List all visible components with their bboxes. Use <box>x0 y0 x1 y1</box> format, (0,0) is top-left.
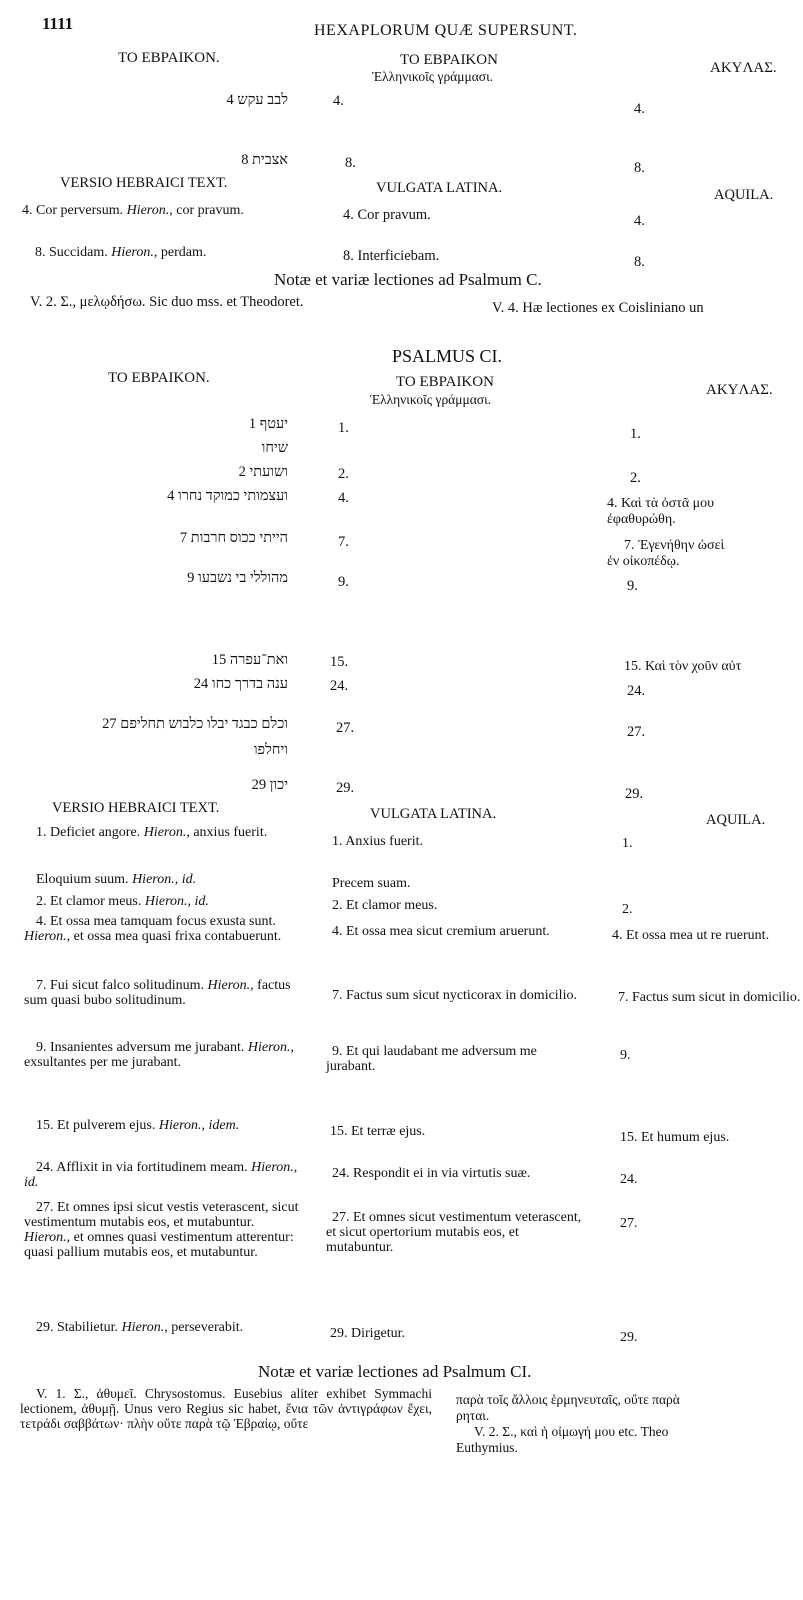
latin-header-vulgate: VULGATA LATINA. <box>370 806 497 822</box>
col-header-aquila: AKYΛAΣ. <box>710 60 777 76</box>
latin-hebrew-text: 15. Et pulverem ejus. Hieron., idem. <box>36 1118 240 1133</box>
hebrew-verse: וכלם כבגד יבלו כלבוש תחליפם 27 <box>102 716 288 732</box>
vulgate-text: 7. Factus sum sicut nycticorax in domicilio. <box>332 988 577 1003</box>
hebrew-verse-cont: ויחלפו <box>253 742 288 758</box>
latin-hebrew-text: 9. Insanientes adversum me jurabant. Hieron., exsultantes per me jurabant. <box>24 1040 295 1070</box>
aquila-verse-cont: ἐφαθυρώθη. <box>607 512 676 527</box>
note-right: παρὰ τοῖς ἄλλοις ἑρμηνευταῖς, οὔτε παρὰ <box>456 1392 680 1407</box>
aquila-verse: 1. <box>630 426 641 442</box>
notes-title: Notæ et variæ lectiones ad Psalmum C. <box>274 270 542 289</box>
translit-verse: 27. <box>336 720 355 736</box>
note-left: V. 1. Σ., ἀθυμεῖ. Chrysostomus. Eusebius aliter exhibet Symmachi lectionem, ἀθυμῇ. Unus vero Regius sic habet, ἔνια τῶν ἀντιγράφων ἔχει, τετράδι σαββάτων· πλὴν οὔτε παρὰ τῷ Ἑβραίῳ, οὔτε <box>20 1386 432 1431</box>
translit-verse: 24. <box>330 678 349 694</box>
col-header-translit-sub: Ἑλληνικοῖς γράμμασι. <box>372 69 494 84</box>
translit-verse: 9. <box>338 574 349 590</box>
latin-hebrew-text: 8. Succidam. Hieron., perdam. <box>35 245 207 260</box>
latin-header-hebrew: VERSIO HEBRAICI TEXT. <box>60 175 228 191</box>
translit-verse: 2. <box>338 466 349 482</box>
col-header-translit-sub: Ἑλληνικοῖς γράμμασι. <box>370 392 492 407</box>
vulgate-text: 4. Et ossa mea sicut cremium aruerunt. <box>332 924 550 939</box>
hebrew-verse: מהוללי בי נשבעו 9 <box>187 570 288 586</box>
hebrew-verse: יכון 29 <box>251 777 288 793</box>
vulgate-text: 9. Et qui laudabant me adversum me jurabant. <box>326 1044 537 1074</box>
col-header-hebrew: TO EBPAIKON. <box>108 370 210 386</box>
latin-hebrew-text: 2. Et clamor meus. Hieron., id. <box>36 894 209 909</box>
latin-header-aquila: AQUILA. <box>714 187 774 203</box>
latin-hebrew-text: 29. Stabilietur. Hieron., perseverabit. <box>36 1320 244 1335</box>
aquila-text: 7. Factus sum sicut in domicilio. <box>618 990 801 1005</box>
vulgate-text: 29. Dirigetur. <box>330 1326 406 1341</box>
notes-title: Notæ et variæ lectiones ad Psalmum CI. <box>258 1362 532 1381</box>
latin-hebrew-text: 1. Deficiet angore. Hieron., anxius fuerit. <box>36 825 268 840</box>
aquila-text: 8. <box>634 254 645 270</box>
aquila-verse: 7. Ἐγενήθην ὡσεὶ <box>624 538 725 553</box>
hebrew-verse: ושועתי 2 <box>238 464 288 480</box>
latin-hebrew-text: 4. Cor perversum. Hieron., cor pravum. <box>22 203 244 218</box>
vulgate-text: 15. Et terræ ejus. <box>330 1124 426 1139</box>
translit-verse: 29. <box>336 780 355 796</box>
aquila-verse: 27. <box>627 724 646 740</box>
latin-header-aquila: AQUILA. <box>706 812 766 828</box>
aquila-text: 2. <box>622 902 633 917</box>
aquila-verse: 8. <box>634 160 645 176</box>
aquila-verse: 15. Καὶ τὸν χοῦν αὐτ <box>624 659 742 674</box>
translit-verse: 15. <box>330 654 349 670</box>
vulgate-text: 27. Et omnes sicut vestimentum veterascent, et sicut opertorium mutabis eos, et mutabuntur. <box>326 1210 582 1255</box>
aquila-verse: 2. <box>630 470 641 486</box>
aquila-text: 4. Et ossa mea ut re ruerunt. <box>612 928 770 943</box>
col-header-aquila: AKYΛAΣ. <box>706 382 773 398</box>
note-right: ρηται. <box>456 1408 490 1423</box>
vulgate-text: Precem suam. <box>332 876 411 891</box>
hebrew-verse: אצבית 8 <box>241 152 288 168</box>
translit-verse: 1. <box>338 420 349 436</box>
vulgate-text: 4. Cor pravum. <box>343 207 431 223</box>
aquila-verse: 4. Καὶ τὰ ὀστᾶ μου <box>607 496 715 511</box>
latin-header-vulgate: VULGATA LATINA. <box>376 180 503 196</box>
hebrew-verse: ועצמותי כמוקד נחרו 4 <box>167 488 288 504</box>
aquila-text: 27. <box>620 1216 638 1231</box>
aquila-verse: 29. <box>625 786 644 802</box>
aquila-text: 1. <box>622 836 633 851</box>
col-header-translit: TO EBPAIKON <box>396 374 494 390</box>
latin-hebrew-text: 24. Afflixit in via fortitudinem meam. Hieron., id. <box>24 1160 298 1190</box>
latin-header-hebrew: VERSIO HEBRAICI TEXT. <box>52 800 220 816</box>
vulgate-text: 24. Respondit ei in via virtutis suæ. <box>332 1166 531 1181</box>
hebrew-verse: יעטף 1 <box>248 416 288 432</box>
vulgate-text: 8. Interficiebam. <box>343 248 440 264</box>
translit-verse: 4. <box>338 490 349 506</box>
vulgate-text: 2. Et clamor meus. <box>332 898 438 913</box>
note-right: V. 2. Σ., καὶ ἡ οἰμωγή μου etc. Theo <box>474 1424 669 1439</box>
translit-verse: 7. <box>338 534 349 550</box>
note-right: V. 4. Hæ lectiones ex Coisliniano un <box>492 300 704 316</box>
hebrew-verse: הייתי ככוס חרבות 7 <box>179 530 288 546</box>
col-header-translit: TO EBPAIKON <box>400 52 498 68</box>
psalm-title: PSALMUS CI. <box>392 346 503 366</box>
latin-hebrew-text: 27. Et omnes ipsi sicut vestis veterascent, sicut vestimentum mutabis eos, et mutabuntur. Hieron., et omnes quasi vestimentum atterentur: quasi pallium mutabis eos, et mutabuntur. <box>24 1200 299 1260</box>
translit-verse: 4. <box>333 93 344 109</box>
aquila-verse: 4. <box>634 101 645 117</box>
aquila-text: 9. <box>620 1048 631 1063</box>
note-left: V. 2. Σ., μελῳδήσω. Sic duo mss. et Theodoret. <box>30 294 304 310</box>
hebrew-verse: ואת־עפרה 15 <box>211 652 288 668</box>
aquila-verse: 24. <box>627 683 646 699</box>
latin-hebrew-text: Eloquium suum. Hieron., id. <box>36 872 197 887</box>
running-title: HEXAPLORUM QUÆ SUPERSUNT. <box>314 22 578 39</box>
note-right: Euthymius. <box>456 1440 518 1455</box>
aquila-text: 4. <box>634 213 645 229</box>
latin-hebrew-text: 7. Fui sicut falco solitudinum. Hieron., factus sum quasi bubo solitudinum. <box>24 978 291 1008</box>
latin-hebrew-text: 4. Et ossa mea tamquam focus exusta sunt. Hieron., et ossa mea quasi frixa contabuerunt. <box>24 914 282 944</box>
col-header-hebrew: TO EBPAIKON. <box>118 50 220 66</box>
aquila-text: 29. <box>620 1330 638 1345</box>
aquila-text: 24. <box>620 1172 638 1187</box>
hebrew-verse: לבב עקש 4 <box>226 92 288 108</box>
aquila-text: 15. Et humum ejus. <box>620 1130 730 1145</box>
hebrew-verse: ענה בדרך כחו 24 <box>193 676 288 692</box>
page-number: 1111 <box>42 14 74 33</box>
hebrew-verse-cont: שיחו <box>261 440 288 456</box>
aquila-verse: 9. <box>627 578 638 594</box>
aquila-verse-cont: ἐν οἰκοπέδῳ. <box>607 554 680 569</box>
vulgate-text: 1. Anxius fuerit. <box>332 834 423 849</box>
translit-verse: 8. <box>345 155 356 171</box>
